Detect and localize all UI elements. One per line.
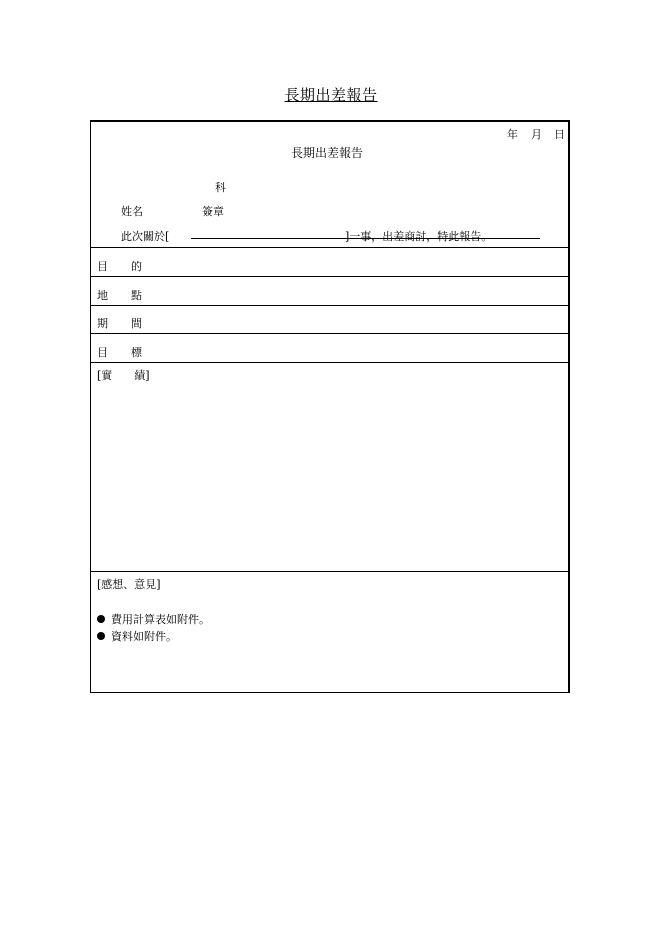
attachment-item (97, 628, 177, 644)
period-label-b: 間 (131, 317, 142, 330)
bullet-icon (97, 615, 105, 623)
statement-suffix: ]一事，出差商討，特此報告。 (345, 230, 493, 243)
purpose-label-a: 目 (97, 260, 108, 273)
divider (91, 247, 568, 248)
period-label-a: 期 (97, 317, 108, 330)
name-label: 姓名 (121, 205, 143, 218)
dept-label: 科 (215, 181, 226, 194)
date-month-label: 月 (531, 128, 542, 141)
divider (91, 276, 568, 277)
statement-prefix: 此次關於[ (121, 230, 170, 243)
attachment-text: 費用計算表如附件。 (111, 613, 210, 626)
goal-label-a: 目 (97, 346, 108, 359)
divider (91, 571, 568, 572)
divider (91, 362, 568, 363)
divider (91, 305, 568, 306)
opinion-label: [感想、意見] (97, 578, 161, 591)
seal-label: 簽章 (202, 205, 224, 218)
purpose-label-b: 的 (131, 260, 142, 273)
date-year-label: 年 (507, 128, 518, 141)
document-title: 長期出差報告 (284, 86, 378, 104)
results-label: [實 績] (97, 369, 150, 382)
location-label-a: 地 (97, 289, 108, 302)
goal-label-b: 標 (131, 346, 142, 359)
form-title: 長期出差報告 (291, 146, 364, 160)
attachment-item (97, 611, 210, 627)
divider (91, 333, 568, 334)
bullet-icon (97, 632, 105, 640)
location-label-b: 點 (131, 289, 142, 302)
report-form (90, 120, 570, 693)
date-day-label: 日 (554, 128, 565, 141)
attachment-text: 資料如附件。 (111, 630, 177, 643)
